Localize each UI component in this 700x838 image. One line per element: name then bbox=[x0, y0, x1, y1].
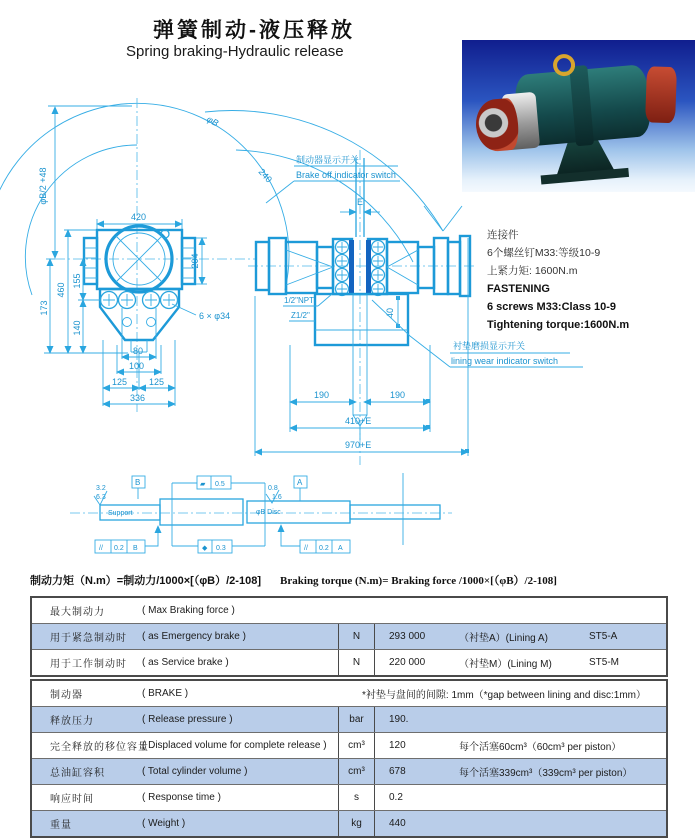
row-label-en: ( BRAKE ) bbox=[142, 688, 189, 699]
gdt-flatness-symbol: ▰ bbox=[200, 481, 206, 488]
unit-cell: kg bbox=[338, 811, 375, 836]
dim-410E: 410+E bbox=[345, 416, 372, 426]
dim-40: 40 bbox=[385, 307, 395, 319]
row-label-zh: 用于工作制动时 bbox=[50, 659, 127, 670]
page-title-zh: 弹簧制动-液压释放 bbox=[153, 19, 355, 42]
dim-80: 80 bbox=[133, 346, 144, 356]
value-cell: 440 bbox=[389, 818, 406, 829]
section-view bbox=[70, 473, 452, 553]
table-row bbox=[32, 706, 666, 732]
row-label-en: ( as Emergency brake ) bbox=[142, 631, 246, 642]
note-cell: *衬垫与盘间的间隙: 1mm（*gap between lining and disc:1mm） bbox=[362, 690, 646, 701]
dim-420: 420 bbox=[131, 212, 147, 222]
label-brake-switch-en: Brake off indicator switch bbox=[296, 170, 396, 180]
table-row bbox=[32, 681, 666, 706]
row-label-zh: 响应时间 bbox=[50, 794, 94, 805]
label-brake-switch-zh: 制动器显示开关 bbox=[296, 155, 360, 165]
note-cell bbox=[459, 707, 666, 732]
value-cell: 0.2 bbox=[389, 792, 403, 803]
dim-190-left: 190 bbox=[314, 390, 330, 400]
table-row bbox=[32, 732, 666, 758]
value-cell: 678 bbox=[389, 766, 406, 777]
fastening-zh-screws: 6个螺丝钉M33:等级10-9 bbox=[487, 247, 601, 259]
gdt-parallel-right-ref: A bbox=[338, 545, 343, 552]
table-row bbox=[32, 649, 666, 675]
dim-204: 204 bbox=[190, 253, 200, 269]
label-wear-switch-zh: 衬垫磨损显示开关 bbox=[453, 341, 526, 351]
gdt-parallel-right-symbol: // bbox=[304, 545, 308, 552]
value-cell: 120 bbox=[389, 740, 406, 751]
dim-E: E bbox=[357, 197, 364, 207]
unit-cell: N bbox=[338, 650, 375, 675]
note-cell bbox=[459, 811, 666, 836]
dim-190-right: 190 bbox=[390, 390, 406, 400]
unit-cell: s bbox=[338, 785, 375, 810]
table-row bbox=[32, 784, 666, 810]
dim-460: 460 bbox=[56, 282, 66, 298]
unit-cell: cm³ bbox=[338, 759, 375, 784]
spec-table-brake bbox=[30, 679, 668, 838]
spec-table-braking-force bbox=[30, 596, 668, 677]
row-label-en: ( Total cylinder volume ) bbox=[142, 766, 248, 777]
formula-zh: 制动力矩（N.m）=制动力/1000×[（φB）/2-108] bbox=[30, 575, 261, 587]
formula-en: Braking torque (N.m)= Braking force /1000×[（φB）/2-108] bbox=[280, 575, 557, 587]
dim-140: 140 bbox=[72, 320, 82, 336]
callout-labels bbox=[266, 154, 583, 367]
page-title-en: Spring braking-Hydraulic release bbox=[126, 43, 344, 60]
roughness-0-8: 0.8 bbox=[268, 485, 278, 492]
row-label-zh: 完全释放的移位容量 bbox=[50, 742, 149, 753]
unit-cell: bar bbox=[338, 707, 375, 732]
row-label-en: ( Max Braking force ) bbox=[142, 605, 235, 616]
gdt-parallel-right-value: 0.2 bbox=[319, 545, 329, 552]
row-label-zh: 用于紧急制动时 bbox=[50, 633, 127, 644]
code-cell: ST5-M bbox=[589, 657, 619, 668]
front-view bbox=[55, 98, 255, 412]
note-cell: 每个活塞339cm³（339cm³ per piston） bbox=[459, 768, 633, 779]
row-label-zh: 制动器 bbox=[50, 690, 83, 701]
datum-B: B bbox=[135, 478, 141, 487]
dim-173: 173 bbox=[39, 300, 49, 316]
fastening-en-title: FASTENING bbox=[487, 283, 550, 295]
roughness-1-6: 1.6 bbox=[272, 494, 282, 501]
row-label-zh: 释放压力 bbox=[50, 716, 94, 727]
dim-240: 240 bbox=[256, 166, 275, 185]
table-row bbox=[32, 598, 666, 623]
value-cell: 220 000 bbox=[389, 657, 426, 668]
dim-125-right: 125 bbox=[149, 377, 165, 387]
side-view-dimensions bbox=[255, 197, 469, 456]
note-cell bbox=[459, 785, 666, 810]
braking-torque-formula bbox=[30, 572, 557, 588]
roughness-6-3: 6.3 bbox=[96, 494, 106, 501]
gdt-runout-symbol: ◆ bbox=[202, 545, 208, 552]
label-wear-switch-en: lining wear indicator switch bbox=[451, 356, 559, 366]
dim-phiB: φB bbox=[205, 113, 221, 129]
dim-125-left: 125 bbox=[112, 377, 128, 387]
row-label-en: ( Weight ) bbox=[142, 818, 186, 829]
fastening-zh-title: 连接件 bbox=[487, 229, 519, 241]
label-support: Support bbox=[108, 510, 133, 517]
dim-phiB2-48: φB/2 +48 bbox=[38, 167, 48, 205]
dim-336: 336 bbox=[130, 393, 146, 403]
table-row bbox=[32, 623, 666, 649]
roughness-3-2: 3.2 bbox=[96, 485, 106, 492]
label-znpt: Z1/2" bbox=[291, 311, 310, 320]
gdt-parallel-left-symbol: // bbox=[99, 545, 103, 552]
value-cell: 190. bbox=[389, 714, 409, 725]
value-cell: 293 000 bbox=[389, 631, 426, 642]
table-row bbox=[32, 758, 666, 784]
dim-bolt-circle: 6 × φ34 bbox=[199, 311, 231, 321]
dim-155: 155 bbox=[72, 273, 82, 289]
dim-100: 100 bbox=[129, 361, 145, 371]
note-cell: 每个活塞60cm³（60cm³ per piston） bbox=[459, 742, 622, 753]
fastening-zh-torque: 上紧力矩: 1600N.m bbox=[487, 265, 578, 277]
dim-970E: 970+E bbox=[345, 440, 372, 450]
gdt-parallel-left-value: 0.2 bbox=[114, 545, 124, 552]
gdt-flatness-value: 0.5 bbox=[215, 481, 225, 488]
datum-A: A bbox=[297, 478, 303, 487]
row-label-en: ( Release pressure ) bbox=[142, 714, 233, 725]
row-label-zh: 最大制动力 bbox=[50, 607, 105, 618]
unit-cell: cm³ bbox=[338, 733, 375, 758]
row-label-en: ( Displaced volume for complete release ) bbox=[142, 740, 327, 751]
fastening-en-screws: 6 screws M33:Class 10-9 bbox=[487, 301, 617, 313]
row-label-zh: 重量 bbox=[50, 820, 72, 831]
note-cell: （衬垫M）(Lining M) bbox=[459, 659, 552, 670]
row-label-en: ( as Service brake ) bbox=[142, 657, 229, 668]
unit-cell: N bbox=[338, 624, 375, 649]
front-view-dimensions bbox=[38, 106, 230, 406]
gdt-parallel-left-ref: B bbox=[133, 545, 138, 552]
engineering-drawing bbox=[0, 85, 700, 575]
note-cell: （衬垫A）(Lining A) bbox=[459, 633, 548, 644]
row-label-en: ( Response time ) bbox=[142, 792, 221, 803]
gdt-runout-value: 0.3 bbox=[216, 545, 226, 552]
fastening-en-torque: Tightening torque:1600N.m bbox=[487, 319, 630, 331]
label-disc: φB Disc bbox=[256, 509, 281, 516]
table-row bbox=[32, 810, 666, 836]
code-cell: ST5-A bbox=[589, 631, 618, 642]
row-label-zh: 总油缸容积 bbox=[50, 768, 105, 779]
label-npt: 1/2"NPT bbox=[284, 296, 314, 305]
